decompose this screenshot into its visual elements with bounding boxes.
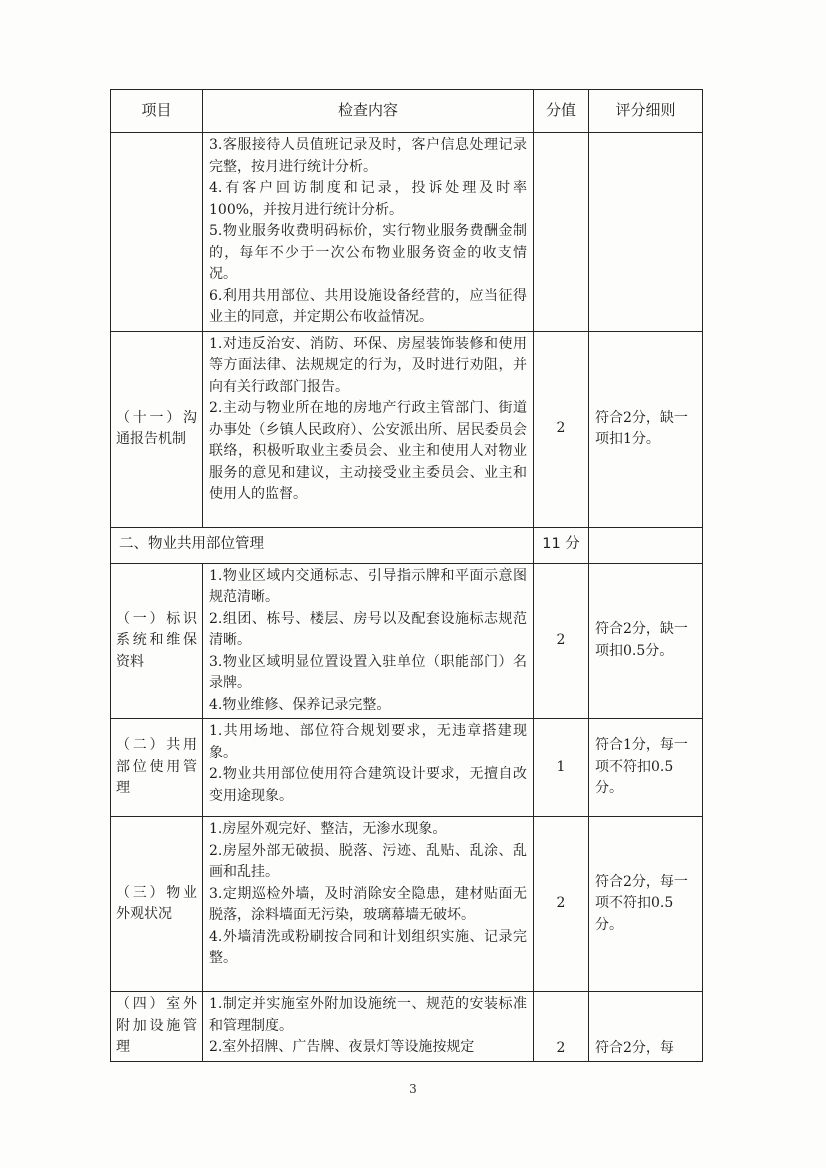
row-rule: 符合1分，每一项不符扣0.5分。 bbox=[589, 719, 703, 817]
row-rule: 符合2分，每 bbox=[589, 992, 703, 1062]
table-row bbox=[111, 992, 703, 1062]
row-score: 2 bbox=[534, 992, 589, 1062]
content-line: 1.对违反治安、消防、环保、房屋装饰装修和使用等方面法律、法规规定的行为，及时进行劝阻，并向有关行政部门报告。 bbox=[209, 335, 527, 395]
row-content bbox=[203, 331, 534, 527]
row-rule: 符合2分，缺一项扣0.5分。 bbox=[589, 563, 703, 719]
row-score bbox=[534, 133, 589, 332]
content-line: 6.利用共用部位、共用设施设备经营的，应当征得业主的同意，并定期公布收益情况。 bbox=[209, 287, 527, 325]
page-number: 3 bbox=[409, 1082, 417, 1096]
content-line: 1.房屋外观完好、整洁，无渗水现象。 bbox=[209, 821, 447, 837]
content-line: 2.组团、栋号、楼层、房号以及配套设施标志规范清晰。 bbox=[209, 610, 527, 648]
table-row bbox=[111, 719, 703, 817]
content-line: 3.定期巡检外墙，及时消除安全隐患，建材贴面无脱落，涂料墙面无污染，玻璃幕墙无破坏。 bbox=[209, 885, 527, 923]
row-score: 2 bbox=[534, 331, 589, 527]
table-row bbox=[111, 817, 703, 992]
content-line: 3.客服接待人员值班记录及时，客户信息处理记录完整，按月进行统计分析。 bbox=[209, 137, 527, 175]
row-rule: 符合2分，缺一项扣1分。 bbox=[589, 331, 703, 527]
content-line: 5.物业服务收费明码标价，实行物业服务费酬金制的，每年不少于一次公布物业服务资金的收支情况。 bbox=[209, 223, 527, 282]
row-score: 2 bbox=[534, 817, 589, 992]
content-line: 1.共用场地、部位符合规划要求，无违章搭建现象。 bbox=[209, 723, 527, 761]
row-content bbox=[203, 563, 534, 719]
row-content bbox=[203, 133, 534, 332]
content-line: 2.房屋外部无破损、脱落、污迹、乱贴、乱涂、乱画和乱挂。 bbox=[209, 842, 527, 880]
row-content bbox=[203, 992, 534, 1062]
row-item: （一）标识系统和维保资料 bbox=[111, 563, 203, 719]
section-blank bbox=[589, 527, 703, 563]
row-score: 2 bbox=[534, 563, 589, 719]
header-item: 项目 bbox=[111, 90, 203, 133]
section-score: 11 分 bbox=[534, 527, 589, 563]
content-line: 3.物业区域明显位置设置入驻单位（职能部门）名录牌。 bbox=[209, 653, 527, 691]
content-line: 1.物业区域内交通标志、引导指示牌和平面示意图规范清晰。 bbox=[209, 567, 527, 605]
row-score: 1 bbox=[534, 719, 589, 817]
section-title: 二、物业共用部位管理 bbox=[111, 527, 534, 563]
row-content bbox=[203, 719, 534, 817]
content-line: 4.有客户回访制度和记录，投诉处理及时率100%，并按月进行统计分析。 bbox=[209, 180, 527, 218]
row-rule: 符合2分，每一项不符扣0.5分。 bbox=[589, 817, 703, 992]
content-line: 4.物业维修、保养记录完整。 bbox=[209, 696, 391, 713]
row-rule bbox=[589, 133, 703, 332]
header-content: 检查内容 bbox=[203, 90, 534, 133]
row-item bbox=[111, 133, 203, 332]
row-item: （四）室外附加设施管理 bbox=[111, 992, 203, 1062]
content-line: 2.主动与物业所在地的房地产行政主管部门、街道办事处（乡镇人民政府）、公安派出所、居民委员会联络，积极听取业主委员会、业主和使用人对物业服务的意见和建议，主动接受业主委员会、业主和使用人的监督。 bbox=[209, 400, 527, 502]
inspection-table bbox=[110, 89, 703, 1062]
header-score: 分值 bbox=[534, 90, 589, 133]
table-row bbox=[111, 133, 703, 332]
header-rule: 评分细则 bbox=[589, 90, 703, 133]
section-row bbox=[111, 527, 703, 563]
content-line: 4.外墙清洗或粉刷按合同和计划组织实施、记录完整。 bbox=[209, 928, 527, 966]
row-item: （十一）沟通报告机制 bbox=[111, 331, 203, 527]
table-row bbox=[111, 331, 703, 527]
row-content bbox=[203, 817, 534, 992]
content-line: 2.物业共用部位使用符合建筑设计要求，无擅自改变用途现象。 bbox=[209, 766, 527, 804]
content-line: 2.室外招牌、广告牌、夜景灯等设施按规定 bbox=[209, 1039, 475, 1055]
table-header-row bbox=[111, 90, 703, 133]
table-row bbox=[111, 563, 703, 719]
row-item: （二）共用部位使用管理 bbox=[111, 719, 203, 817]
content-line: 1.制定并实施室外附加设施统一、规范的安装标准和管理制度。 bbox=[209, 996, 527, 1034]
row-item: （三）物业外观状况 bbox=[111, 817, 203, 992]
